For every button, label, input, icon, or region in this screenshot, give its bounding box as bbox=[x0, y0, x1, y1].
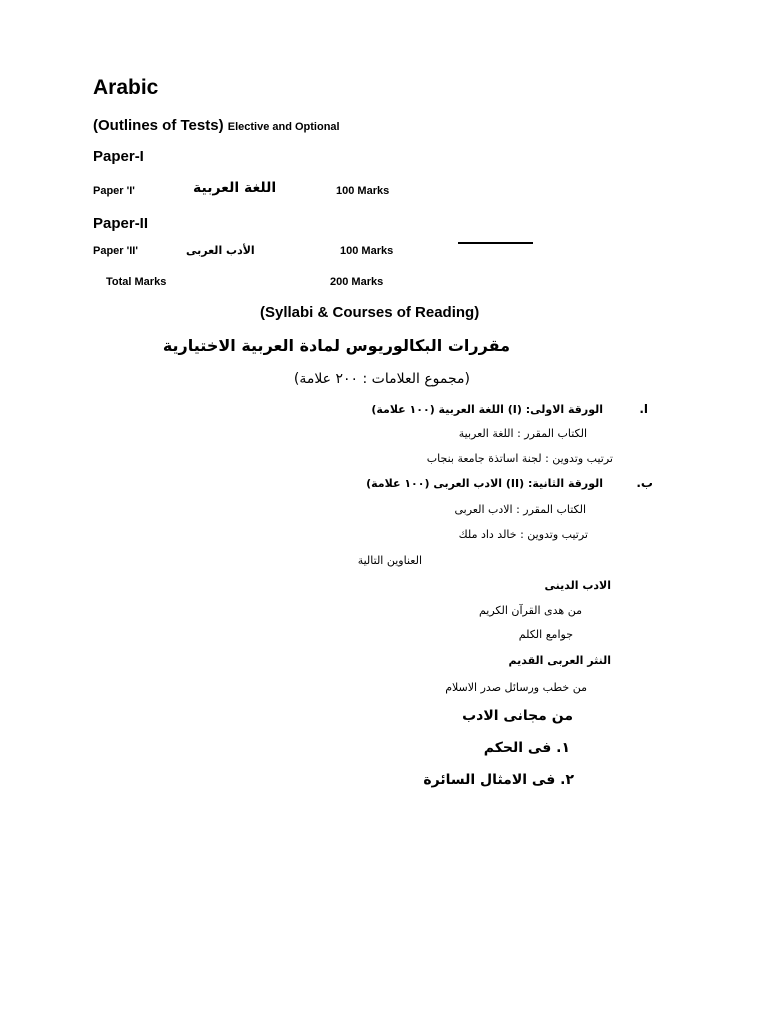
total-marks: 200 Marks bbox=[330, 276, 384, 288]
syllabi-heading: (Syllabi & Courses of Reading) bbox=[260, 304, 480, 321]
section1-heading: الورقة الاولى: (I) اللغة العربية (١٠٠ علامة) bbox=[371, 403, 603, 416]
religious-heading: الادب الدينى bbox=[544, 579, 611, 592]
section2-book: الكتاب المقرر : الادب العربى bbox=[454, 503, 586, 516]
paper2-marks: 100 Marks bbox=[340, 245, 394, 257]
paper1-arabic-title: اللغة العربية bbox=[193, 180, 277, 196]
section2-number: ب. bbox=[636, 476, 653, 490]
gems-item: ١. فى الحكم bbox=[483, 740, 570, 756]
section2-compiled: ترتيب وتدوين : خالد داد ملك bbox=[458, 528, 588, 541]
religious-item: جوامع الكلم bbox=[518, 628, 573, 641]
paper1-marks: 100 Marks bbox=[336, 185, 390, 197]
paper1-label: Paper 'I' bbox=[93, 185, 135, 197]
outlines-main: (Outlines of Tests) bbox=[93, 117, 224, 134]
prose-heading: النثر العربى القديم bbox=[508, 654, 611, 667]
outlines-heading bbox=[93, 117, 340, 134]
section1-book: الكتاب المقرر : اللغة العربية bbox=[458, 427, 587, 440]
paper2-label: Paper 'II' bbox=[93, 245, 138, 257]
prose-item: من خطب ورسائل صدر الاسلام bbox=[445, 681, 587, 694]
section1-number: ا. bbox=[639, 402, 648, 416]
arabic-subtitle: (مجموع العلامات : ٢٠٠ علامة) bbox=[293, 371, 470, 387]
page-title: Arabic bbox=[93, 76, 159, 99]
gems-item: ٢. فى الامثال السائرة bbox=[423, 772, 574, 788]
paper1-heading: Paper-I bbox=[93, 148, 144, 165]
paper2-heading: Paper-II bbox=[93, 215, 149, 232]
outlines-sub: Elective and Optional bbox=[227, 121, 340, 133]
section2-heading: الورقة الثانية: (II) الادب العربى (١٠٠ علامة) bbox=[366, 477, 603, 490]
paper2-arabic-title: الأدب العربى bbox=[186, 244, 255, 257]
total-label: Total Marks bbox=[106, 276, 167, 288]
gems-heading: من مجانى الادب bbox=[462, 708, 573, 724]
section1-compiled: ترتيب وتدوين : لجنة اساتذة جامعة بنجاب bbox=[426, 452, 613, 465]
religious-item: من هدى القرآن الكريم bbox=[478, 604, 582, 617]
topics-heading: العناوين التالية bbox=[357, 554, 422, 567]
arabic-title: مقررات البكالوريوس لمادة العربية الاختيارية bbox=[162, 336, 510, 355]
horizontal-rule bbox=[458, 242, 533, 244]
